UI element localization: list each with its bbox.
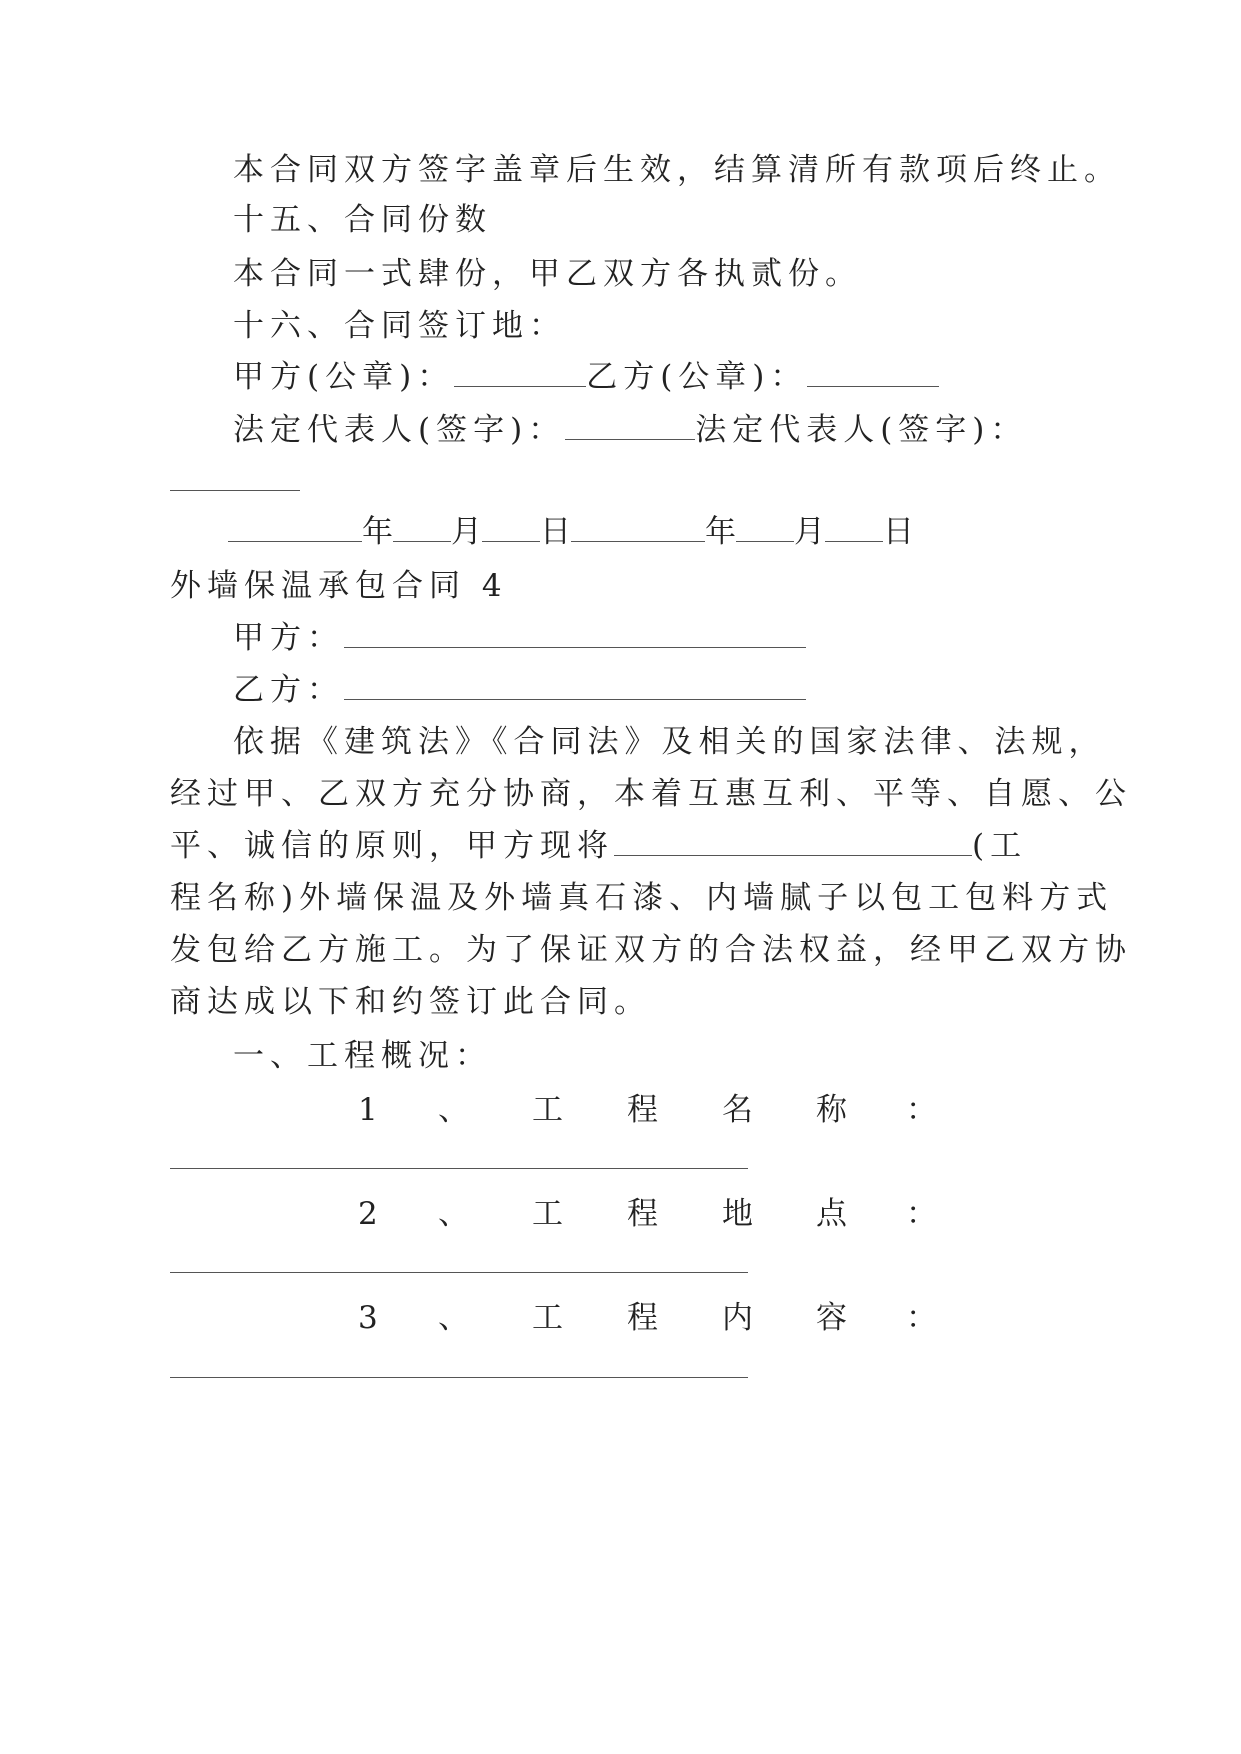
item-char: 程 bbox=[627, 1300, 658, 1336]
project-location-fill-blank bbox=[170, 1272, 748, 1273]
date-a-year-label: 年 bbox=[362, 514, 393, 550]
project-name-blank bbox=[614, 829, 972, 856]
item-char: 程 bbox=[627, 1092, 658, 1128]
party-a-seal-label: 甲方(公章)： bbox=[233, 359, 455, 395]
item-number: 2 bbox=[358, 1196, 378, 1232]
seal-line bbox=[233, 357, 939, 397]
clause-14-text: 本合同双方签字盖章后生效，结算清所有款项后终止。 bbox=[233, 152, 1121, 188]
representative-line bbox=[233, 410, 1027, 450]
item-char: 称 bbox=[816, 1092, 847, 1128]
item-char: 工 bbox=[532, 1300, 563, 1336]
date-a-year-blank bbox=[228, 515, 362, 542]
item-colon: ： bbox=[906, 1196, 937, 1232]
date-a-day-blank bbox=[482, 515, 540, 542]
preamble-line-3 bbox=[170, 826, 1027, 866]
party-b-label: 乙方： bbox=[233, 672, 344, 708]
date-a-month-label: 月 bbox=[451, 514, 482, 550]
date-b-year-label: 年 bbox=[705, 514, 736, 550]
item-number: 3 bbox=[358, 1300, 378, 1336]
item-char: 工 bbox=[532, 1196, 563, 1232]
item-char: 名 bbox=[722, 1092, 753, 1128]
heading-clause-16: 十六、合同签订地： bbox=[233, 308, 566, 344]
preamble-text-3b: (工 bbox=[972, 828, 1028, 864]
party-b-blank bbox=[344, 673, 806, 700]
preamble-line-5: 发包给乙方施工。为了保证双方的合法权益，经甲乙双方协 bbox=[170, 932, 1132, 968]
heading-clause-15: 十五、合同份数 bbox=[233, 202, 492, 238]
preamble-text-3a: 平、诚信的原则，甲方现将 bbox=[170, 828, 614, 864]
project-content-fill-blank bbox=[170, 1377, 748, 1378]
item-char: 工 bbox=[532, 1092, 563, 1128]
item-colon: ： bbox=[906, 1092, 937, 1128]
party-a-label: 甲方： bbox=[233, 620, 344, 656]
item-number: 1 bbox=[358, 1092, 378, 1128]
item-separator: 、 bbox=[438, 1196, 469, 1232]
preamble-line-6: 商达成以下和约签订此合同。 bbox=[170, 984, 651, 1020]
item-char: 点 bbox=[816, 1196, 847, 1232]
preamble-line-4: 程名称)外墙保温及外墙真石漆、内墙腻子以包工包料方式 bbox=[170, 880, 1114, 916]
project-name-fill-blank bbox=[170, 1168, 748, 1169]
party-a-line bbox=[233, 618, 806, 658]
item-colon: ： bbox=[906, 1300, 937, 1336]
date-b-month-blank bbox=[736, 515, 794, 542]
contract-title: 外墙保温承包合同 4 bbox=[170, 568, 508, 604]
date-a-day-label: 日 bbox=[540, 514, 571, 550]
clause-15-text: 本合同一式肆份，甲乙双方各执贰份。 bbox=[233, 256, 862, 292]
item-char: 内 bbox=[722, 1300, 753, 1336]
party-b-seal-blank bbox=[807, 360, 939, 387]
item-char: 程 bbox=[627, 1196, 658, 1232]
date-b-month-label: 月 bbox=[794, 514, 825, 550]
party-b-line bbox=[233, 670, 806, 710]
party-b-rep-blank bbox=[170, 490, 300, 491]
preamble-line-2: 经过甲、乙双方充分协商，本着互惠互利、平等、自愿、公 bbox=[170, 776, 1132, 812]
date-b-year-blank bbox=[571, 515, 705, 542]
item-separator: 、 bbox=[438, 1300, 469, 1336]
party-a-seal-blank bbox=[454, 360, 586, 387]
party-b-seal-label: 乙方(公章)： bbox=[586, 359, 808, 395]
date-a-month-blank bbox=[393, 515, 451, 542]
item-char: 容 bbox=[816, 1300, 847, 1336]
item-char: 地 bbox=[722, 1196, 753, 1232]
party-a-rep-blank bbox=[565, 413, 695, 440]
heading-section-1: 一、工程概况： bbox=[233, 1038, 492, 1074]
date-b-day-blank bbox=[825, 515, 883, 542]
party-a-rep-label: 法定代表人(签字)： bbox=[233, 412, 566, 448]
party-b-rep-label: 法定代表人(签字)： bbox=[695, 412, 1028, 448]
date-line bbox=[228, 512, 914, 552]
item-separator: 、 bbox=[438, 1092, 469, 1128]
preamble-line-1: 依据《建筑法》《合同法》及相关的国家法律、法规， bbox=[233, 724, 1106, 760]
party-a-blank bbox=[344, 621, 806, 648]
date-b-day-label: 日 bbox=[883, 514, 914, 550]
